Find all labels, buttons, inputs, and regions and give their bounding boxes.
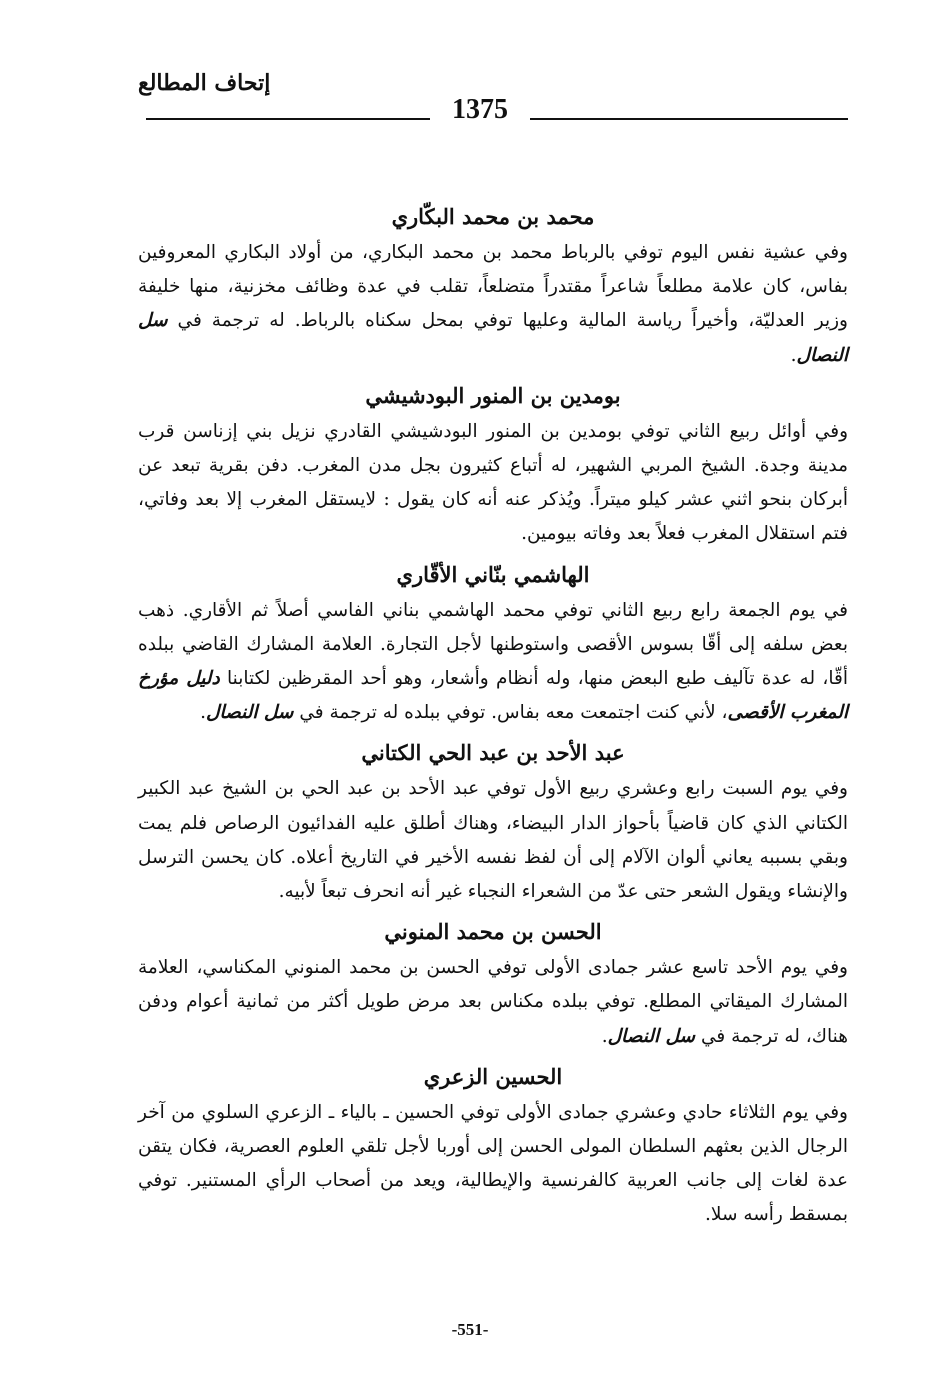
entry [138,198,848,373]
entry-tail: . [601,1025,608,1047]
entry-title: عبد الأحد بن عبد الحي الكتاني [361,740,625,766]
entry-text [138,594,848,731]
entry-title: بومدين بن المنور البودشيشي [365,382,621,408]
running-title: إتحاف المطالع [138,70,271,96]
page-body [138,198,848,1237]
entry-body: وفي يوم الثلاثاء حادي وعشري جمادى الأولى توفي الحسين ـ بالياء ـ الزعري السلوي من آخر الرجال الذين بعثهم السلطان المولى الحسن إلى أوربا لأجل تلقي العلوم العصرية، فكان يتقن عدة لغات إلى جانب العربية كالفرنسية والإيطالية، ويعد من أصحاب الرأي المستنير. توفي بمسقط رأسه سلا. [138,1101,848,1226]
entry-text [138,951,848,1054]
book-reference: سل النصال [138,310,848,366]
entry-body: وفي يوم الأحد تاسع عشر جمادى الأولى توفي الحسن بن محمد المنوني المكناسي، العلامة المشارك الميقاتي المطلع. توفي ببلده مكناس بعد مرض طويل أكثر من ثمانية أعوام ودفن هناك، له ترجمة في [138,957,848,1047]
entry-body: وفي عشية نفس اليوم توفي بالرباط محمد بن محمد البكاري، من أولاد البكاري المعروفين بفاس، كان علامة مطلعاً شاعراً مقتدراً متضلعاً، تقلب في عدة وظائف مخزنية، منها خليفة وزير العدليّة، وأخيراً رياسة المالية وعليها توفي بمحل سكناه بالرباط. له ترجمة في [138,242,848,332]
entry-title: محمد بن محمد البكّاري [391,204,595,229]
year-heading: 1375 [452,94,508,125]
book-reference: سل النصال [607,1025,696,1047]
entry-body: في يوم الجمعة رابع ربيع الثاني توفي محمد الهاشمي بناني الفاسي أصلاً ثم الأقاري. ذهب بعض سلفه إلى أقّا بسوس الأقصى واستوطنها لأجل التجارة. العلامة المشارك القاضي ببلده أقّا، له عدة تآليف طبع البعض منها، وله أنظام وأشعار، وهو أحد المقرظين لكتابنا [138,599,848,690]
entry-text [138,772,848,909]
entry-tail: ، لأني كنت اجتمعت معه بفاس. توفي ببلده له ترجمة في [299,702,728,724]
entry-text [138,415,848,552]
entry-title: الحسين الزعري [423,1063,563,1089]
entry-title: الهاشمي بنّاني الأقّاري [396,561,590,587]
entry [138,377,848,552]
entry [138,734,848,909]
entry [138,913,848,1054]
entry-body: وفي يوم السبت رابع وعشري ربيع الأول توفي عبد الأحد بن عبد الحي بن الشيخ عبد الكبير الكتاني الذي كان قاضياً بأحواز الدار البيضاء، وهناك أطلق عليه الفدائيون الرصاص فلم يمت وبقي بسببه يعاني ألوان الآلام إلى أن لفظ نفسه الأخير في التاريخ أعلاه. كان يحسن الترسل والإنشاء ويقول الشعر حتى عدّ من الشعراء النجباء غير أنه انحرف تبعاً لأبيه. [138,778,848,903]
book-reference: دليل مؤرخ المغرب الأقصى [138,668,848,724]
entry [138,1058,848,1233]
entry-body: وفي أوائل ربيع الثاني توفي بومدين بن المنور البودشيشي القادري نزيل بني إزناسن قرب مدينة وجدة. الشيخ المربي الشهير، له أتباع كثيرون بجل مدن المغرب. دفن بقرية تبعد عن أبركان بنحو اثني عشر كيلو ميتراً. ويُذكر عنه أنه كان يقول : لايستقل المغرب إلا بعد وفاتي، فتم استقلال المغرب فعلاً بعد وفاته بيومين. [138,420,848,545]
header-rule-left [146,118,430,120]
entry-tail: . [790,344,797,366]
entry-text [138,236,848,373]
entry-text [138,1096,848,1233]
header-rule-right [530,118,848,120]
book-reference: سل النصال [205,702,294,724]
page-number: -551- [451,1320,489,1339]
entry-tail: . [200,702,206,724]
entry [138,556,848,731]
entry-title: الحسن بن محمد المنوني [384,919,602,945]
